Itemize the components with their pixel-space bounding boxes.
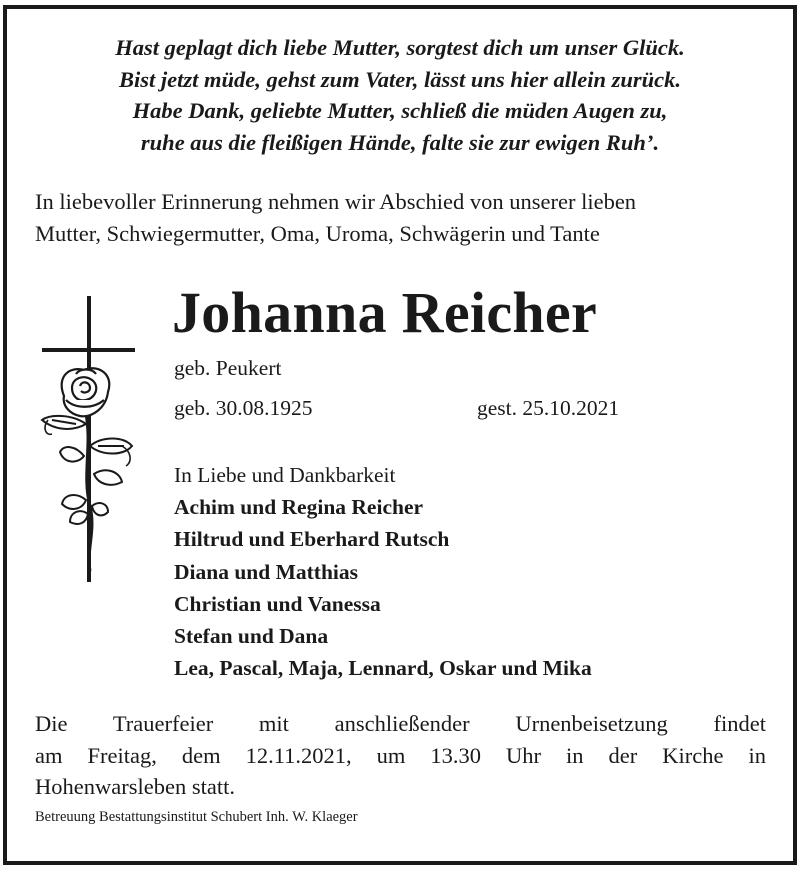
family-member: Hiltrud und Eberhard Rutsch xyxy=(174,527,450,552)
ceremony-line: Hohenwarsleben statt. xyxy=(35,774,235,799)
family-member: Achim und Regina Reicher xyxy=(174,495,424,520)
ceremony-line: Die Trauerfeier mit anschließender Urnenbeisetzung findet xyxy=(35,711,766,736)
family-member: Diana und Matthias xyxy=(174,559,358,584)
poem-line: ruhe aus die fleißigen Hände, falte sie zur ewigen Ruh’. xyxy=(140,129,660,155)
poem xyxy=(0,32,800,158)
ceremony-text xyxy=(35,708,766,803)
ceremony-line: am Freitag, dem 12.11.2021, um 13.30 Uhr in der Kirche in xyxy=(35,742,766,768)
family-heading: In Liebe und Dankbarkeit xyxy=(174,463,396,487)
cross-with-rose-icon xyxy=(36,296,140,588)
maiden-name: geb. Peukert xyxy=(174,356,282,380)
deceased-name: Johanna Reicher xyxy=(172,280,597,345)
poem-line: Hast geplagt dich liebe Mutter, sorgtest dich um unser Glück. xyxy=(115,35,685,60)
poem-line: Bist jetzt müde, gehst zum Vater, lässt uns hier allein zurück. xyxy=(118,66,682,92)
poem-line: Habe Dank, geliebte Mutter, schließ die müden Augen zu, xyxy=(132,98,668,123)
death-date: gest. 25.10.2021 xyxy=(477,396,620,420)
family-member: Christian und Vanessa xyxy=(174,591,381,616)
intro-line: In liebevoller Erinnerung nehmen wir Abschied von unserer lieben xyxy=(35,189,637,214)
funeral-home-credit: Betreuung Bestattungsinstitut Schubert Inh. W. Klaeger xyxy=(35,809,358,825)
family-member: Stefan und Dana xyxy=(174,624,329,649)
intro-text xyxy=(35,186,636,249)
birth-date: geb. 30.08.1925 xyxy=(174,396,313,420)
family-member: Lea, Pascal, Maja, Lennard, Oskar und Mika xyxy=(174,656,592,681)
family-list xyxy=(174,459,592,684)
intro-line: Mutter, Schwiegermutter, Oma, Uroma, Schwägerin und Tante xyxy=(35,220,600,246)
